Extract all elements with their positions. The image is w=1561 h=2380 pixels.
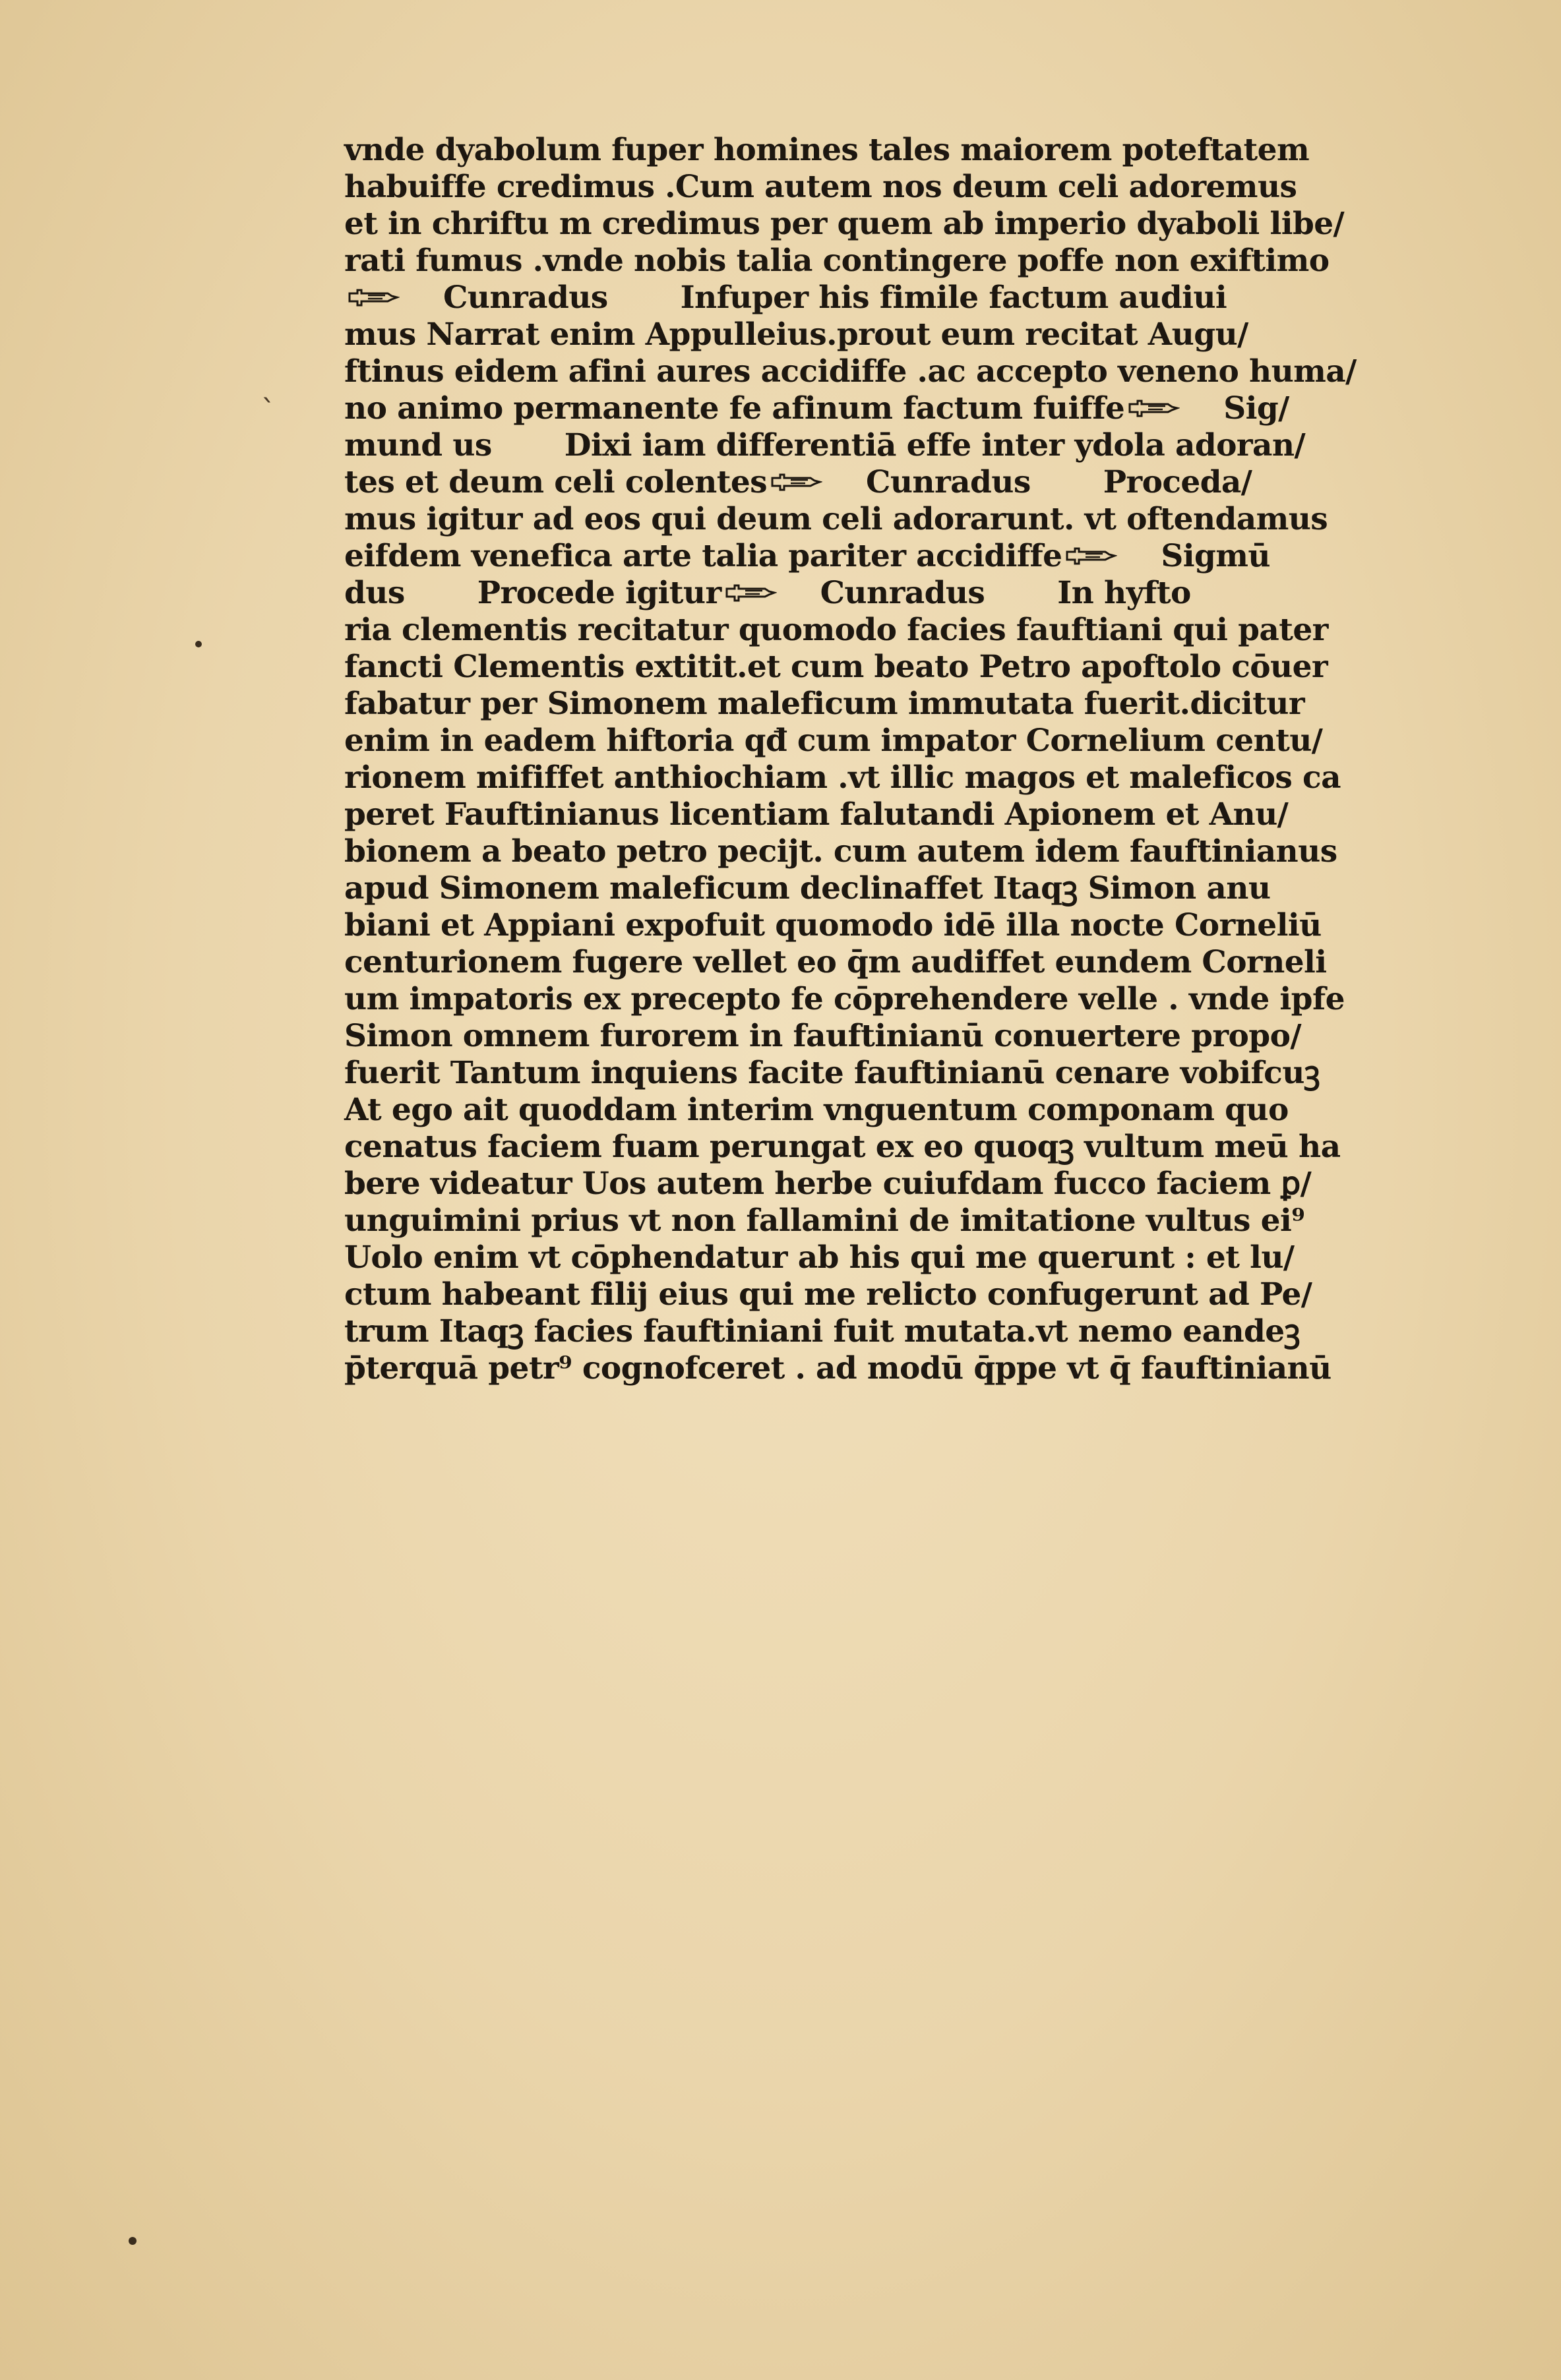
text-segment: rati fumus .vnde nobis talia contingere poffe non exiftimo: [344, 243, 1330, 279]
margin-mark: ˎ: [261, 369, 276, 403]
text-line: [344, 907, 1459, 944]
text-segment: p̄terquā petr⁹ cognofceret . ad modū q̄ppe vt q̄ fauftinianū: [344, 1350, 1331, 1386]
text-line: [344, 1350, 1459, 1387]
text-line: [344, 686, 1459, 723]
text-line: [344, 796, 1459, 833]
text-segment: dus: [344, 575, 405, 611]
pointing-hand-icon: [348, 288, 400, 308]
text-line: [344, 316, 1459, 353]
text-line: [344, 1313, 1459, 1350]
text-segment: ctum habeant filij eius qui me relicto confugerunt ad Pe/: [344, 1276, 1312, 1313]
text-segment: fabatur per Simonem maleficum immutata fuerit.dicitur: [344, 686, 1305, 722]
text-segment: biani et Appiani expofuit quomodo idē illa nocte Corneliū: [344, 907, 1322, 943]
text-line: [344, 169, 1459, 206]
text-segment: Sigmū: [1161, 538, 1270, 574]
text-line: [344, 501, 1459, 538]
text-segment: no animo permanente fe afinum factum fuiffe: [344, 390, 1125, 427]
text-line: [344, 1239, 1459, 1276]
text-segment: peret Fauftinianus licentiam falutandi Apionem et Anu/: [344, 796, 1289, 833]
text-line: [344, 280, 1459, 316]
text-line: [344, 723, 1459, 759]
text-segment: habuiffe credimus .Cum autem nos deum celi adoremus: [344, 169, 1297, 205]
text-line: [344, 132, 1459, 169]
ink-speck: [195, 641, 202, 647]
text-line: [344, 1166, 1459, 1203]
text-segment: et in chriftu m credimus per quem ab imperio dyaboli libe/: [344, 206, 1345, 242]
text-segment: apud Simonem maleficum declinaffet Itaqꝫ Simon anu: [344, 870, 1271, 907]
text-line: [344, 427, 1459, 464]
text-segment: Infuper his fimile factum audiui: [680, 280, 1227, 316]
text-line: [344, 1092, 1459, 1129]
text-line: [344, 538, 1459, 575]
pointing-hand-icon: [1066, 547, 1117, 566]
text-segment: unguimini prius vt non fallamini de imitatione vultus ei⁹: [344, 1203, 1305, 1239]
text-line: [344, 243, 1459, 280]
text-segment: mus Narrat enim Appulleius.prout eum recitat Augu/: [344, 316, 1248, 353]
text-line: [344, 575, 1459, 612]
text-line: [344, 1203, 1459, 1239]
text-segment: In hyfto: [1057, 575, 1191, 611]
text-line: [344, 981, 1459, 1018]
text-segment: eifdem venefica arte talia pariter accidiffe: [344, 538, 1062, 574]
text-segment: Proceda/: [1103, 464, 1252, 500]
text-segment: Sig/: [1223, 390, 1289, 427]
text-segment: mus igitur ad eos qui deum celi adorarunt. vt oftendamus: [344, 501, 1328, 537]
text-segment: Dixi iam differentiā effe inter ydola adoran/: [564, 427, 1306, 463]
text-line: [344, 833, 1459, 870]
text-segment: ftinus eidem afini aures accidiffe .ac accepto veneno huma/: [344, 353, 1357, 390]
text-line: [344, 870, 1459, 907]
text-segment: Uolo enim vt cōphendatur ab his qui me querunt : et lu/: [344, 1239, 1295, 1276]
text-segment: Simon omnem furorem in fauftinianū conuertere propo/: [344, 1018, 1301, 1054]
text-segment: vnde dyabolum fuper homines tales maiorem poteftatem: [344, 132, 1310, 168]
text-line: [344, 206, 1459, 243]
text-line: [344, 759, 1459, 796]
text-segment: rionem mififfet anthiochiam .vt illic magos et maleficos ca: [344, 759, 1341, 796]
text-line: [344, 1055, 1459, 1092]
text-segment: Cunradus: [443, 280, 608, 316]
text-segment: fancti Clementis extitit.et cum beato Petro apoftolo cōuer: [344, 649, 1328, 685]
pointing-hand-icon: [771, 473, 822, 492]
text-segment: fuerit Tantum inquiens facite fauftinianū cenare vobifcuꝫ: [344, 1055, 1320, 1091]
text-segment: cenatus faciem fuam perungat ex eo quoqꝫ vultum meū ha: [344, 1129, 1341, 1165]
text-column: [344, 132, 1459, 1387]
text-line: [344, 1018, 1459, 1055]
text-line: [344, 390, 1459, 427]
text-segment: bere videatur Uos autem herbe cuiufdam fucco faciem ꝑ/: [344, 1166, 1312, 1202]
text-segment: mund us: [344, 427, 492, 463]
text-line: [344, 612, 1459, 649]
text-line: [344, 649, 1459, 686]
text-line: [344, 1276, 1459, 1313]
text-segment: trum Itaqꝫ facies fauftiniani fuit mutata.vt nemo eandeꝫ: [344, 1313, 1301, 1350]
text-line: [344, 1129, 1459, 1166]
text-line: [344, 353, 1459, 390]
text-segment: enim in eadem hiftoria qđ cum impator Cornelium centu/: [344, 723, 1323, 759]
text-segment: At ego ait quoddam interim vnguentum componam quo: [344, 1092, 1289, 1128]
ink-speck: [129, 2237, 137, 2245]
text-segment: tes et deum celi colentes: [344, 464, 768, 500]
text-line: [344, 944, 1459, 981]
text-segment: um impatoris ex precepto fe cōprehendere velle . vnde ipfe: [344, 981, 1345, 1017]
text-segment: Cunradus: [866, 464, 1031, 500]
text-segment: Procede igitur: [477, 575, 721, 611]
text-segment: ria clementis recitatur quomodo facies fauftiani qui pater: [344, 612, 1328, 648]
text-segment: centurionem fugere vellet eo q̄m audiffet eundem Corneli: [344, 944, 1327, 980]
text-line: [344, 464, 1459, 501]
text-segment: bionem a beato petro pecijt. cum autem idem fauftinianus: [344, 833, 1337, 870]
text-segment: Cunradus: [820, 575, 985, 611]
pointing-hand-icon: [1128, 399, 1180, 419]
pointing-hand-icon: [725, 583, 777, 603]
